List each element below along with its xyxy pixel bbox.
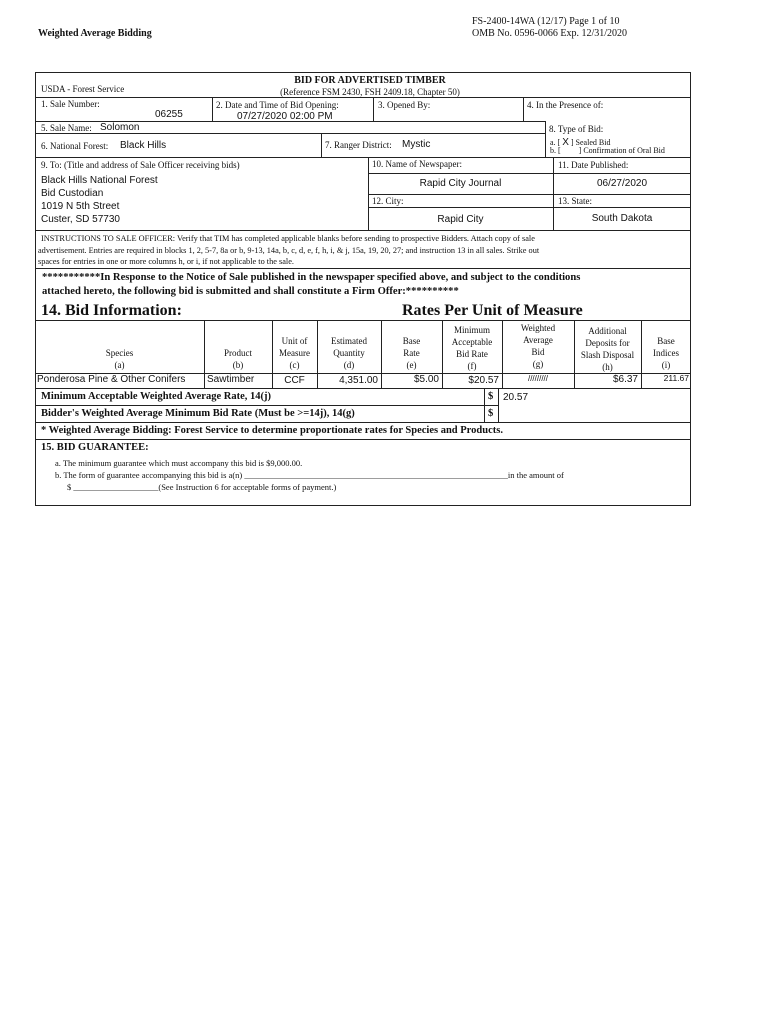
column-letter: (b): [232, 360, 244, 370]
bidder-weighted-dollar: $: [488, 408, 494, 419]
column-header-slash-deposit: [574, 325, 641, 373]
weighted-bid-cell: /////////: [527, 374, 548, 383]
city-label: 12. City:: [372, 196, 404, 206]
bid-opening-label: 2. Date and Time of Bid Opening:: [216, 100, 339, 110]
opened-by-label: 3. Opened By:: [378, 100, 431, 110]
address-line: 1019 N 5th Street: [41, 201, 120, 212]
rule: [321, 133, 322, 157]
state-label: 13. State:: [558, 196, 592, 206]
form-reference: (Reference FSM 2430, FSH 2409.18, Chapter 50): [280, 87, 460, 97]
min-weighted-rate-value: 20.57: [503, 392, 529, 403]
column-name: Indices: [653, 348, 679, 358]
guarantee-form-text[interactable]: b. The form of guarantee accompanying this bid is a(n) ______________________________________________________________in the amount of: [55, 470, 564, 480]
weighted-average-note: * Weighted Average Bidding: Forest Service to determine proportionate rates for Species and Products.: [41, 425, 503, 436]
newspaper-label: 10. Name of Newspaper:: [372, 159, 462, 169]
column-name: Deposits for: [585, 338, 630, 348]
guarantee-amount-text[interactable]: $ ____________________(See Instruction 6 for acceptable forms of payment.): [67, 482, 337, 492]
sealed-bid-label: ] Sealed Bid: [570, 138, 611, 147]
column-letter: (i): [661, 360, 671, 370]
min-weighted-dollar: $: [488, 391, 494, 402]
sale-number-label: 1. Sale Number:: [41, 99, 100, 109]
rule: [35, 268, 691, 269]
column-header-base-rate: [381, 335, 442, 371]
bidder-weighted-rate-label: Bidder's Weighted Average Minimum Bid Rate (Must be >=14j), 14(g): [41, 408, 355, 419]
address-line: Custer, SD 57730: [41, 214, 120, 225]
date-published-label: 11. Date Published:: [558, 160, 629, 170]
ranger-district-value: Mystic: [402, 139, 431, 150]
rule: [498, 388, 499, 422]
species-cell: Ponderosa Pine & Other Conifers: [37, 374, 186, 385]
column-letter: (e): [406, 360, 417, 370]
rule: [523, 97, 524, 121]
omb-number: OMB No. 0596-0066 Exp. 12/31/2020: [472, 28, 627, 39]
oral-bid-bracket-open: b. [: [550, 146, 561, 155]
column-name: Species: [105, 348, 134, 358]
firm-offer-text: ***********In Response to the Notice of Sale published in the newspaper specified above, and subject to the conditions: [42, 272, 581, 283]
column-letter: (h): [602, 362, 613, 372]
sale-officer-label: 9. To: (Title and address of Sale Officer receiving bids): [41, 160, 240, 170]
column-name: Minimum: [453, 325, 490, 335]
column-name: Bid Rate: [456, 349, 488, 359]
rule: [35, 157, 691, 158]
address-line: Bid Custodian: [41, 188, 104, 199]
bid-information-heading: 14. Bid Information:: [41, 302, 182, 319]
guarantee-minimum-text: a. The minimum guarantee which must accompany this bid is $9,000.00.: [55, 458, 303, 468]
column-name: Base: [657, 336, 675, 346]
bid-opening-value: 07/27/2020 02:00 PM: [237, 111, 333, 122]
rule: [373, 97, 374, 121]
column-header-base-indices: [641, 335, 691, 371]
quantity-cell: 4,351.00: [339, 375, 378, 386]
column-letter: (g): [532, 359, 544, 369]
column-name: Bid: [531, 347, 545, 357]
city-value: Rapid City: [437, 214, 484, 225]
column-letter: (f): [467, 361, 477, 371]
rule: [35, 388, 691, 389]
column-name: Additional: [588, 326, 627, 336]
rule: [35, 422, 691, 423]
firm-offer-text: attached hereto, the following bid is submitted and shall constitute a Firm Offer:**********: [42, 286, 459, 297]
column-name: Slash Disposal: [580, 350, 635, 360]
agency-label: USDA - Forest Service: [41, 84, 125, 94]
column-name: Measure: [279, 348, 310, 358]
national-forest-value: Black Hills: [120, 140, 167, 151]
column-header-species: [35, 347, 204, 371]
instructions-line: INSTRUCTIONS TO SALE OFFICER: Verify that TIM has completed applicable blanks before sending to prospective Bidders. Attach copy of sale: [41, 234, 535, 243]
column-header-min-bid-rate: [442, 324, 502, 372]
presence-label: 4. In the Presence of:: [527, 100, 604, 110]
column-name: Quantity: [333, 348, 365, 358]
base-rate-cell: $5.00: [413, 374, 439, 385]
column-header-quantity: [317, 335, 381, 371]
instructions-line: advertisement. Entries are required in blocks 1, 2, 5-7, 8a or b, 9-13, 14a, b, c, d, e, f, h, i, & j, 15a, 19, 20, 27; and instruction 13 in all sales. Strike out: [38, 246, 540, 255]
instructions-line: spaces for entries in one or more columns h, or i, if not applicable to the sale.: [38, 257, 294, 266]
base-index-cell: 211.67: [663, 373, 689, 383]
rule: [484, 388, 485, 422]
oral-bid-option[interactable]: [550, 146, 665, 155]
column-name: Average: [523, 335, 553, 345]
column-header-weighted-bid: [502, 322, 574, 370]
newspaper-value: Rapid City Journal: [419, 178, 502, 189]
column-name: Weighted: [520, 323, 556, 333]
form-id: FS-2400-14WA (12/17) Page 1 of 10: [472, 16, 620, 27]
column-name: Acceptable: [451, 337, 493, 347]
column-header-unit: [272, 335, 317, 371]
document-title: Weighted Average Bidding: [38, 28, 152, 39]
address-line: Black Hills National Forest: [41, 175, 158, 186]
bidder-weighted-rate-input[interactable]: [500, 406, 690, 421]
sealed-bid-bracket-open: a. [: [550, 138, 561, 147]
column-letter: (c): [289, 360, 300, 370]
bid-guarantee-heading: 15. BID GUARANTEE:: [41, 442, 149, 453]
column-name: Estimated: [331, 336, 367, 346]
product-cell: Sawtimber: [207, 374, 255, 385]
sale-number-value: 06255: [155, 109, 183, 120]
rule: [368, 207, 691, 208]
type-of-bid-label: 8. Type of Bid:: [549, 124, 604, 134]
rule: [212, 97, 213, 121]
min-weighted-rate-label: Minimum Acceptable Weighted Average Rate, 14(j): [41, 391, 271, 402]
rule: [35, 97, 691, 98]
rule: [368, 173, 691, 174]
column-name: Unit of: [281, 336, 308, 346]
rule: [368, 194, 691, 195]
min-bid-rate-cell: $20.57: [468, 375, 499, 386]
oral-bid-label: ] Confirmation of Oral Bid: [578, 146, 665, 155]
unit-cell: CCF: [284, 375, 305, 386]
column-name: Base: [402, 336, 421, 346]
column-letter: (a): [114, 360, 125, 370]
slash-deposit-cell: $6.37: [612, 374, 638, 385]
column-name: Product: [224, 348, 252, 358]
sealed-bid-check[interactable]: X: [562, 137, 569, 148]
form-title: BID FOR ADVERTISED TIMBER: [294, 75, 446, 86]
rule: [35, 405, 498, 406]
sale-name-value: Solomon: [100, 122, 140, 133]
column-letter: (d): [343, 360, 355, 370]
rule: [35, 439, 691, 440]
national-forest-label: 6. National Forest:: [41, 141, 109, 151]
rule: [35, 230, 691, 231]
column-name: Rate: [403, 348, 420, 358]
column-header-product: [204, 347, 272, 371]
rule: [35, 320, 691, 321]
ranger-district-label: 7. Ranger District:: [325, 140, 392, 150]
date-published-value: 06/27/2020: [596, 178, 648, 189]
rule: [35, 133, 545, 134]
rates-heading: Rates Per Unit of Measure: [402, 302, 583, 319]
sale-name-label: 5. Sale Name:: [41, 123, 92, 133]
state-value: South Dakota: [591, 213, 653, 224]
rule: [545, 121, 546, 157]
